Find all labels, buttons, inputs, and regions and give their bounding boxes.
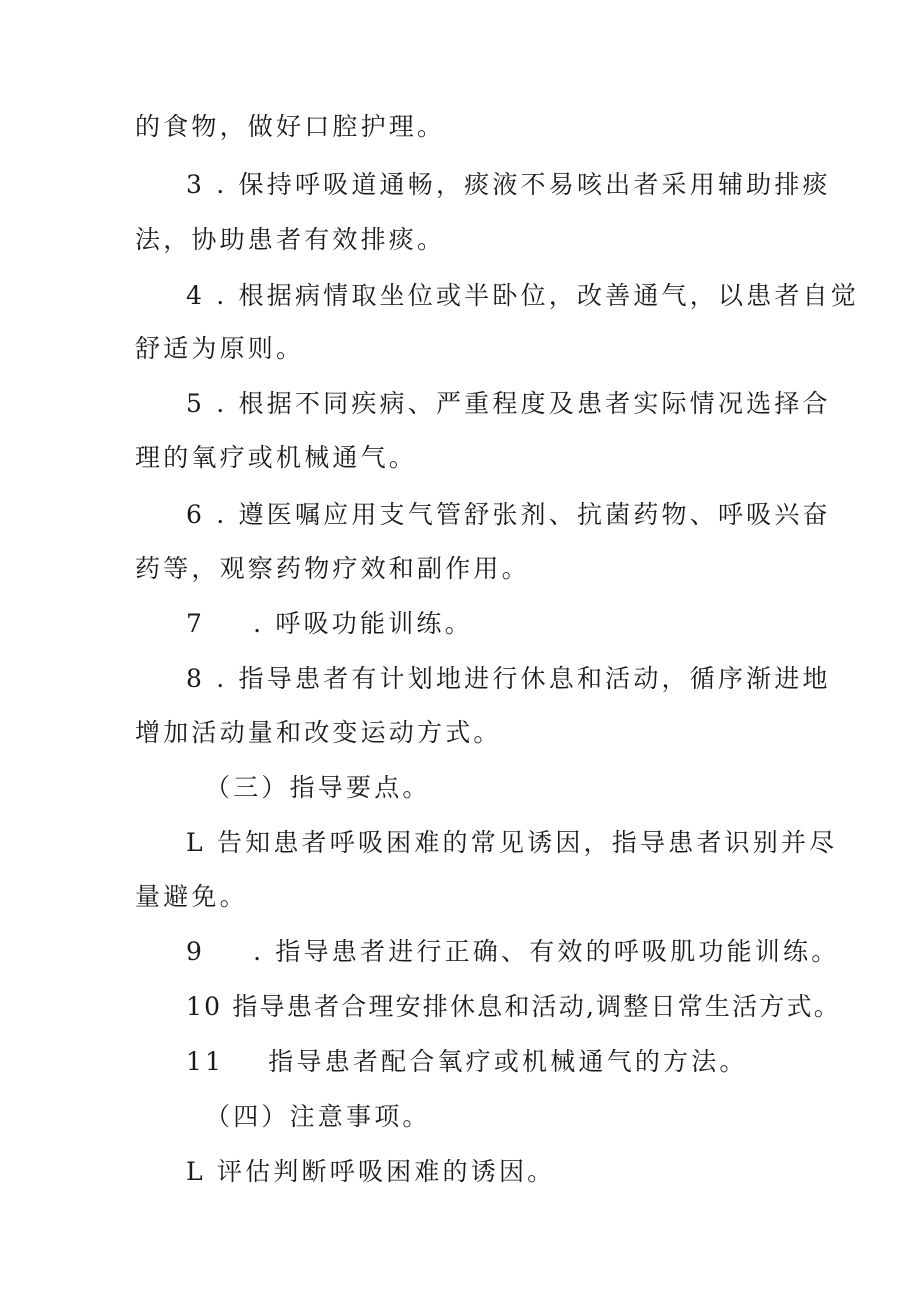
- note-1-line: L 评估判断呼吸困难的诱因。: [186, 1157, 556, 1186]
- item-4-line-2: 舒适为原则。: [135, 334, 305, 363]
- item-7-text: . 呼吸功能训练。: [253, 609, 473, 638]
- item-3-line-1: 3 . 保持呼吸道通畅，痰液不易咳出者采用辅助排痰: [186, 170, 831, 199]
- item-4-line-1: 4 . 根据病情取坐位或半卧位，改善通气，以患者自觉: [186, 281, 859, 310]
- guidance-9-text: . 指导患者进行正确、有效的呼吸肌功能训练。: [253, 937, 840, 966]
- section-4-heading: （四）注意事项。: [205, 1102, 431, 1131]
- guidance-11-text: 指导患者配合氧疗或机械通气的方法。: [268, 1047, 748, 1076]
- item-5-line-2: 理的氧疗或机械通气。: [135, 443, 418, 472]
- item-5-line-1: 5 . 根据不同疾病、严重程度及患者实际情况选择合: [186, 389, 831, 418]
- guidance-9-line: [186, 937, 839, 967]
- paragraph-continuation-line: 的食物，做好口腔护理。: [135, 112, 446, 141]
- item-3-line-2: 法，协助患者有效排痰。: [135, 225, 446, 254]
- item-8-line-1: 8 . 指导患者有计划地进行休息和活动，循序渐进地: [186, 664, 831, 693]
- section-3-heading: （三）指导要点。: [205, 773, 431, 802]
- guidance-11-number: 11: [186, 1047, 225, 1076]
- guidance-1-line-2: 量避免。: [135, 882, 248, 911]
- item-7-number: 7: [186, 609, 206, 638]
- guidance-10-line: 10 指导患者合理安排休息和活动,调整日常生活方式。: [186, 992, 841, 1021]
- guidance-9-number: 9: [186, 937, 206, 966]
- item-7-line: [186, 609, 473, 639]
- guidance-11-line: [186, 1047, 748, 1077]
- item-6-line-1: 6 . 遵医嘱应用支气管舒张剂、抗菌药物、呼吸兴奋: [186, 500, 831, 529]
- item-6-line-2: 药等，观察药物疗效和副作用。: [135, 554, 530, 583]
- guidance-1-line-1: L 告知患者呼吸困难的常见诱因，指导患者识别并尽: [186, 828, 838, 857]
- item-8-line-2: 增加活动量和改变运动方式。: [135, 718, 502, 747]
